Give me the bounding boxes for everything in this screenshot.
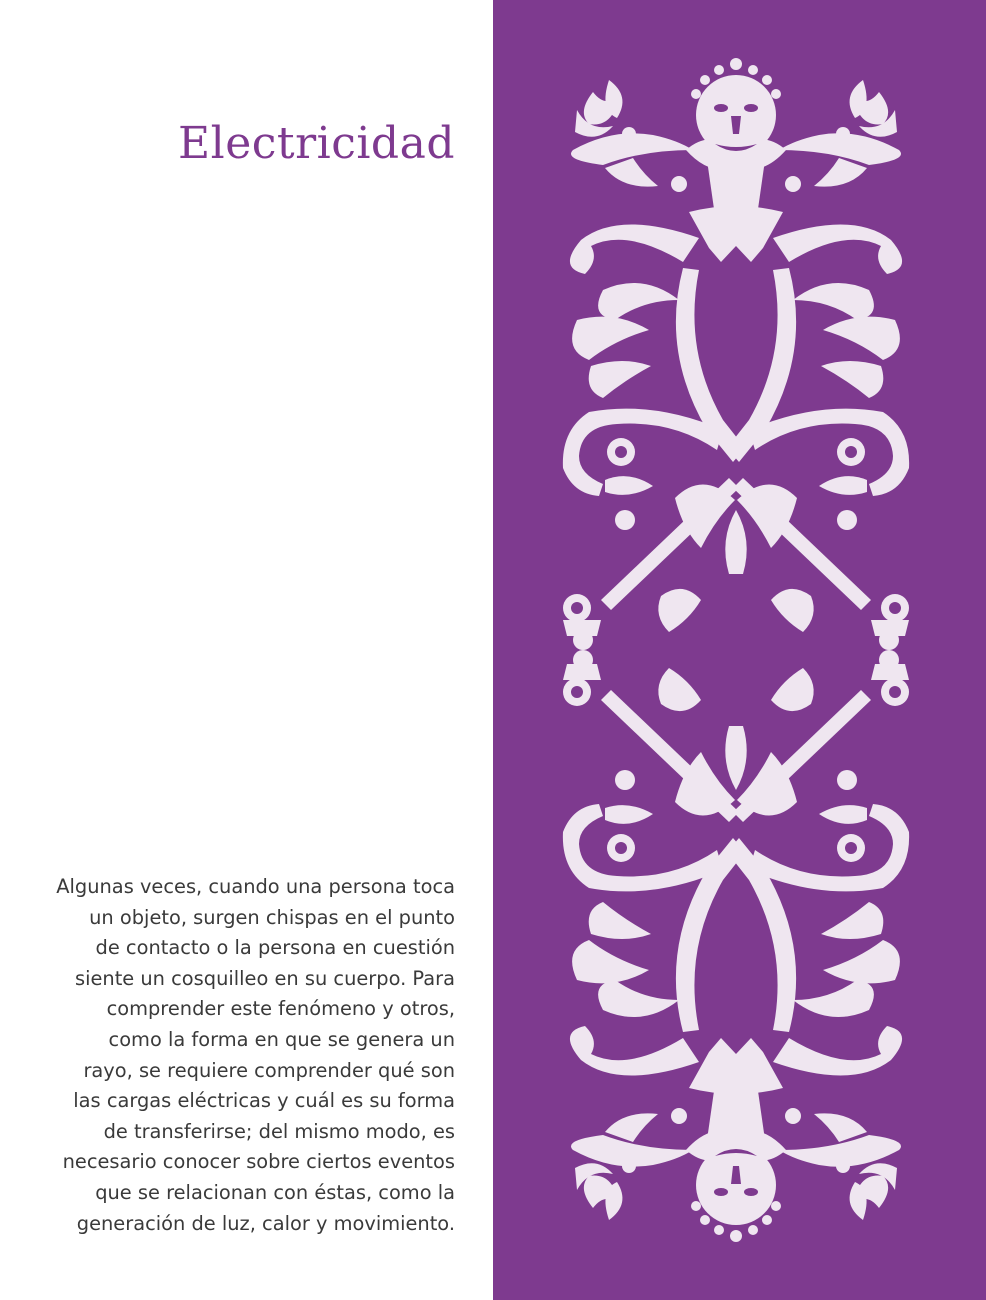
intro-line: como la forma en que se genera un: [108, 1027, 455, 1051]
intro-line: necesario conocer sobre ciertos eventos: [62, 1150, 455, 1174]
intro-line: Algunas veces, cuando una persona toca: [56, 875, 455, 898]
page-title: Electricidad: [178, 118, 455, 169]
baroque-floral-ornament-icon: [493, 0, 986, 1300]
intro-line: rayo, se requiere comprender qué son: [83, 1058, 455, 1082]
intro-line: un objeto, surgen chispas en el punto: [89, 905, 455, 929]
intro-paragraph: [40, 872, 455, 1239]
ornament-artwork: [563, 58, 909, 1242]
intro-line: las cargas eléctricas y cuál es su forma: [73, 1089, 455, 1113]
intro-line: de contacto o la persona en cuestión: [95, 936, 455, 960]
ornament-panel: [493, 0, 986, 1300]
intro-line: que se relacionan con éstas, como la: [95, 1180, 455, 1204]
mask-face-details: [571, 104, 901, 1196]
intro-line: generación de luz, calor y movimiento.: [76, 1211, 455, 1235]
intro-line: de transferirse; del mismo modo, es: [103, 1119, 455, 1143]
intro-line: siente un cosquilleo en su cuerpo. Para: [74, 966, 455, 990]
intro-line: comprender este fenómeno y otros,: [106, 997, 455, 1021]
